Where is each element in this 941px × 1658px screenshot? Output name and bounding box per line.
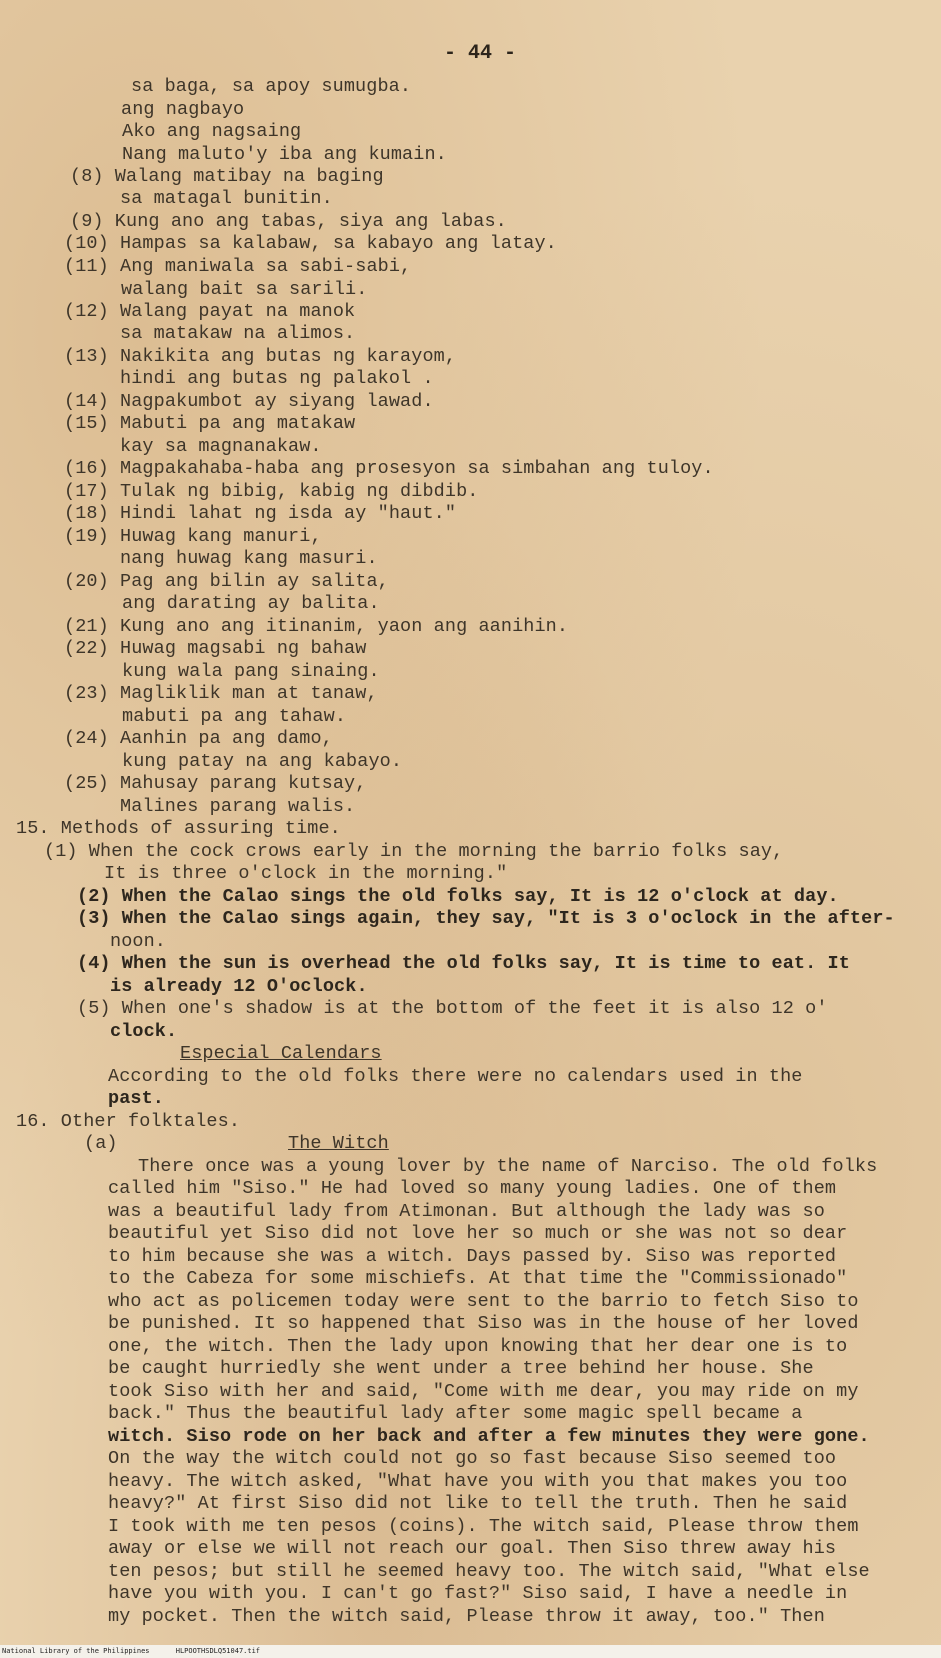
- text-line: one, the witch. Then the lady upon knowing that her dear one is to: [108, 1336, 848, 1357]
- text-line: mabuti pa ang tahaw.: [122, 706, 347, 727]
- text-line: Nang maluto'y iba ang kumain.: [122, 144, 447, 165]
- text-line: (8) Walang matibay na baging: [70, 166, 384, 187]
- section-heading: Especial Calendars: [180, 1043, 382, 1064]
- text-line: to the Cabeza for some mischiefs. At that time the "Commissionado": [108, 1268, 848, 1289]
- text-line: (19) Huwag kang manuri,: [64, 526, 322, 547]
- text-line: (14) Nagpakumbot ay siyang lawad.: [64, 391, 434, 412]
- text-line: back." Thus the beautiful lady after some magic spell became a: [108, 1403, 803, 1424]
- text-line: ang nagbayo: [121, 99, 245, 120]
- text-line: be caught hurriedly she went under a tree behind her house. She: [108, 1358, 814, 1379]
- text-line: (12) Walang payat na manok: [64, 301, 356, 322]
- section-heading: 16. Other folktales.: [16, 1111, 241, 1132]
- text-line: (16) Magpakahaba-haba ang prosesyon sa simbahan ang tuloy.: [64, 458, 714, 479]
- text-line: (5) When one's shadow is at the bottom of the feet it is also 12 o': [77, 998, 828, 1019]
- text-line: hindi ang butas ng palakol .: [120, 368, 434, 389]
- text-line: (13) Nakikita ang butas ng karayom,: [64, 346, 457, 367]
- text-line: (4) When the sun is overhead the old folks say, It is time to eat. It: [77, 953, 850, 974]
- text-line: According to the old folks there were no calendars used in the: [108, 1066, 803, 1087]
- text-line: (24) Aanhin pa ang damo,: [64, 728, 333, 749]
- text-line: clock.: [110, 1021, 178, 1042]
- text-line: took Siso with her and said, "Come with me dear, you may ride on my: [108, 1381, 859, 1402]
- text-line: have you with you. I can't go fast?" Siso said, I have a needle in: [108, 1583, 848, 1604]
- library-name: National Library of the Philippines: [2, 1647, 150, 1655]
- text-line: is already 12 O'oclock.: [110, 976, 368, 997]
- text-line: noon.: [110, 931, 167, 952]
- text-line: kung patay na ang kabayo.: [122, 751, 403, 772]
- text-line: (2) When the Calao sings the old folks say, It is 12 o'clock at day.: [77, 886, 839, 907]
- story-title: The Witch: [288, 1133, 389, 1154]
- text-line: (9) Kung ano ang tabas, siya ang labas.: [70, 211, 507, 232]
- text-line: to him because she was a witch. Days passed by. Siso was reported: [108, 1246, 837, 1267]
- text-line: nang huwag kang masuri.: [120, 548, 378, 569]
- text-line: sa matagal bunitin.: [120, 188, 333, 209]
- text-line: Malines parang walis.: [120, 796, 356, 817]
- text-line: sa baga, sa apoy sumugba.: [131, 76, 412, 97]
- text-line: sa matakaw na alimos.: [120, 323, 356, 344]
- text-line: (17) Tulak ng bibig, kabig ng dibdib.: [64, 481, 479, 502]
- text-line: (a): [84, 1133, 118, 1154]
- section-heading: 15. Methods of assuring time.: [16, 818, 341, 839]
- text-line: (20) Pag ang bilin ay salita,: [64, 571, 389, 592]
- text-line: away or else we will not reach our goal. Then Siso threw away his: [108, 1538, 837, 1559]
- text-line: past.: [108, 1088, 165, 1109]
- text-line: ang darating ay balita.: [122, 593, 380, 614]
- text-line: be punished. It so happened that Siso was in the house of her loved: [108, 1313, 859, 1334]
- provenance-footer: [0, 1645, 941, 1658]
- text-line: kung wala pang sinaing.: [122, 661, 380, 682]
- text-line: (22) Huwag magsabi ng bahaw: [64, 638, 367, 659]
- text-line: Ako ang nagsaing: [122, 121, 302, 142]
- text-line: walang bait sa sarili.: [121, 279, 368, 300]
- text-line: (18) Hindi lahat ng isda ay "haut.": [64, 503, 457, 524]
- text-line: beautiful yet Siso did not love her so much or she was not so dear: [108, 1223, 848, 1244]
- text-line: (15) Mabuti pa ang matakaw: [64, 413, 356, 434]
- text-line: ten pesos; but still he seemed heavy too. The witch said, "What else: [108, 1561, 870, 1582]
- text-line: It is three o'clock in the morning.": [104, 863, 508, 884]
- page-number: - 44 -: [444, 42, 517, 65]
- text-line: witch. Siso rode on her back and after a few minutes they were gone.: [108, 1426, 870, 1447]
- text-line: was a beautiful lady from Atimonan. But although the lady was so: [108, 1201, 825, 1222]
- text-line: called him "Siso." He had loved so many young ladies. One of them: [108, 1178, 837, 1199]
- file-name: HLPOOTHSDLQ51047.tif: [175, 1647, 261, 1655]
- text-line: (3) When the Calao sings again, they say, "It is 3 o'oclock in the after-: [77, 908, 895, 929]
- text-line: On the way the witch could not go so fast because Siso seemed too: [108, 1448, 837, 1469]
- text-line: (10) Hampas sa kalabaw, sa kabayo ang latay.: [64, 233, 557, 254]
- text-line: (11) Ang maniwala sa sabi-sabi,: [64, 256, 412, 277]
- text-line: (21) Kung ano ang itinanim, yaon ang aanihin.: [64, 616, 569, 637]
- text-line: (25) Mahusay parang kutsay,: [64, 773, 367, 794]
- text-line: (1) When the cock crows early in the morning the barrio folks say,: [44, 841, 784, 862]
- text-line: I took with me ten pesos (coins). The witch said, Please throw them: [108, 1516, 859, 1537]
- text-line: my pocket. Then the witch said, Please throw it away, too." Then: [108, 1606, 825, 1627]
- text-line: There once was a young lover by the name of Narciso. The old folks: [138, 1156, 878, 1177]
- text-line: heavy. The witch asked, "What have you with you that makes you too: [108, 1471, 848, 1492]
- text-line: heavy?" At first Siso did not like to tell the truth. Then he said: [108, 1493, 848, 1514]
- text-line: (23) Magliklik man at tanaw,: [64, 683, 378, 704]
- text-line: who act as policemen today were sent to the barrio to fetch Siso to: [108, 1291, 859, 1312]
- text-line: kay sa magnanakaw.: [120, 436, 322, 457]
